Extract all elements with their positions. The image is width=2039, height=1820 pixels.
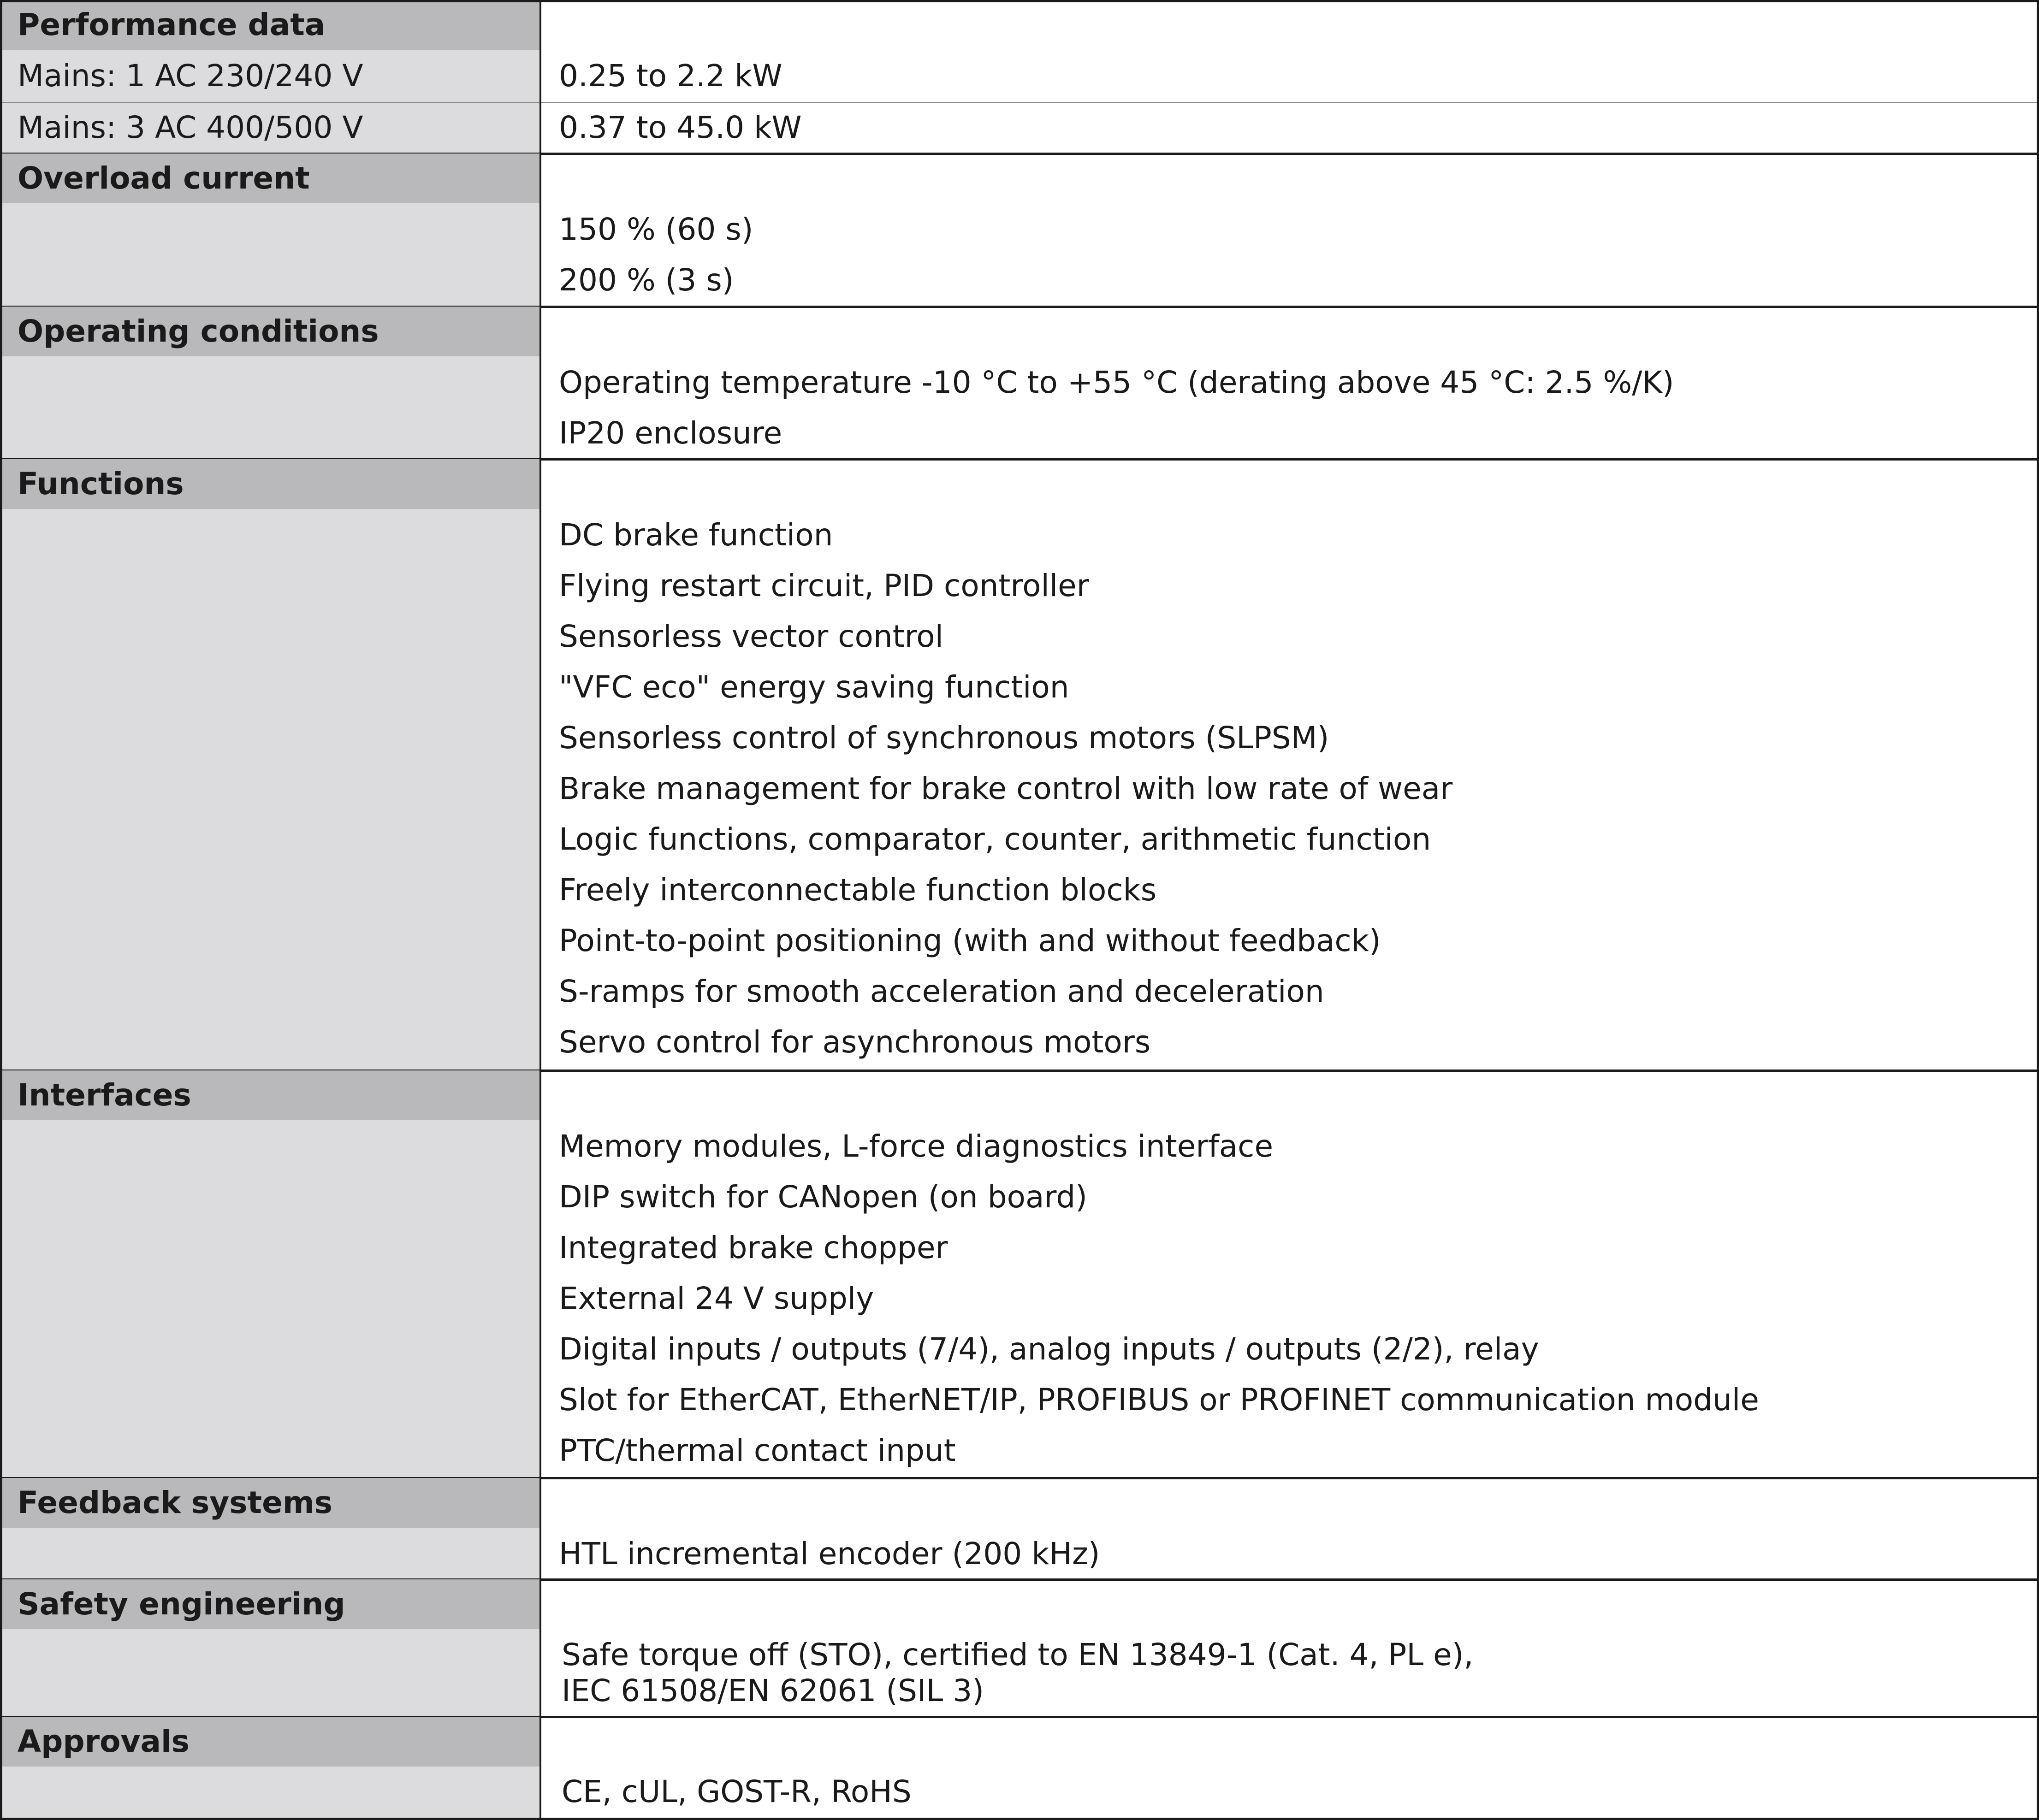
section-header: Interfaces: [18, 1077, 191, 1113]
list-item: Freely interconnectable function blocks: [559, 872, 1157, 908]
label-column: [0, 459, 540, 1070]
section-header: Performance data: [18, 7, 326, 42]
list-item: "VFC eco" energy saving function: [559, 669, 1069, 705]
list-item: DIP switch for CANopen (on board): [559, 1179, 1088, 1215]
list-item: CE, cUL, GOST-R, RoHS: [562, 1774, 912, 1809]
list-item: S-ramps for smooth acceleration and deceleration: [559, 974, 1324, 1009]
row-value: 0.37 to 45.0 kW: [559, 110, 802, 145]
column-divider: [539, 1478, 541, 1579]
section-feedback: [0, 1478, 2039, 1579]
section-header: Functions: [18, 466, 184, 502]
section-safety: [0, 1579, 2039, 1717]
section-header: Feedback systems: [18, 1485, 332, 1520]
section-interfaces: [0, 1070, 2039, 1478]
list-item: Operating temperature -10 °C to +55 °C (derating above 45 °C: 2.5 %/K): [559, 365, 1674, 400]
list-item: Servo control for asynchronous motors: [559, 1024, 1151, 1060]
list-item: PTC/thermal contact input: [559, 1433, 956, 1468]
list-item: Point-to-point positioning (with and without feedback): [559, 923, 1381, 958]
column-divider: [539, 1717, 541, 1820]
list-item: Integrated brake chopper: [559, 1230, 948, 1265]
list-item: External 24 V supply: [559, 1281, 874, 1316]
table-border-top: [0, 0, 2039, 2]
safety-text-line: IEC 61508/EN 62061 (SIL 3): [562, 1673, 984, 1708]
column-divider: [539, 0, 541, 154]
list-item: Flying restart circuit, PID controller: [559, 568, 1089, 603]
safety-text-line: Safe torque off (STO), certified to EN 13849-1 (Cat. 4, PL e),: [562, 1637, 1474, 1672]
column-divider: [539, 459, 541, 1070]
list-item: Brake management for brake control with low rate of wear: [559, 771, 1453, 806]
table-border-left: [0, 0, 2, 1820]
list-item: 150 % (60 s): [559, 212, 753, 247]
column-divider: [539, 307, 541, 459]
row-label: Mains: 1 AC 230/240 V: [18, 58, 363, 94]
section-header: Operating conditions: [18, 313, 379, 349]
label-column: [0, 1070, 540, 1478]
list-item: Digital inputs / outputs (7/4), analog inputs / outputs (2/2), relay: [559, 1331, 1539, 1367]
list-item: Slot for EtherCAT, EtherNET/IP, PROFIBUS or PROFINET communication module: [559, 1382, 1759, 1418]
table-border-bottom: [0, 1818, 2039, 1820]
section-functions: [0, 459, 2039, 1070]
row-value: 0.25 to 2.2 kW: [559, 58, 782, 94]
section-operating: [0, 307, 2039, 459]
section-performance: [0, 0, 2039, 154]
list-item: 200 % (3 s): [559, 262, 734, 298]
column-divider: [539, 1579, 541, 1717]
column-divider: [539, 154, 541, 307]
list-item: Memory modules, L-force diagnostics interface: [559, 1129, 1274, 1164]
section-header: Safety engineering: [18, 1586, 345, 1622]
column-divider: [539, 1070, 541, 1478]
section-header: Approvals: [18, 1724, 190, 1759]
section-overload: [0, 154, 2039, 307]
row-label: Mains: 3 AC 400/500 V: [18, 110, 363, 145]
section-approvals: [0, 1717, 2039, 1820]
list-item: Sensorless vector control: [559, 619, 944, 654]
table-border-right: [2037, 0, 2039, 1820]
list-item: Logic functions, comparator, counter, arithmetic function: [559, 821, 1431, 857]
list-item: DC brake function: [559, 517, 833, 553]
section-header: Overload current: [18, 160, 310, 196]
list-item: Sensorless control of synchronous motors (SLPSM): [559, 720, 1329, 756]
list-item: HTL incremental encoder (200 kHz): [559, 1536, 1100, 1572]
list-item: IP20 enclosure: [559, 415, 782, 451]
